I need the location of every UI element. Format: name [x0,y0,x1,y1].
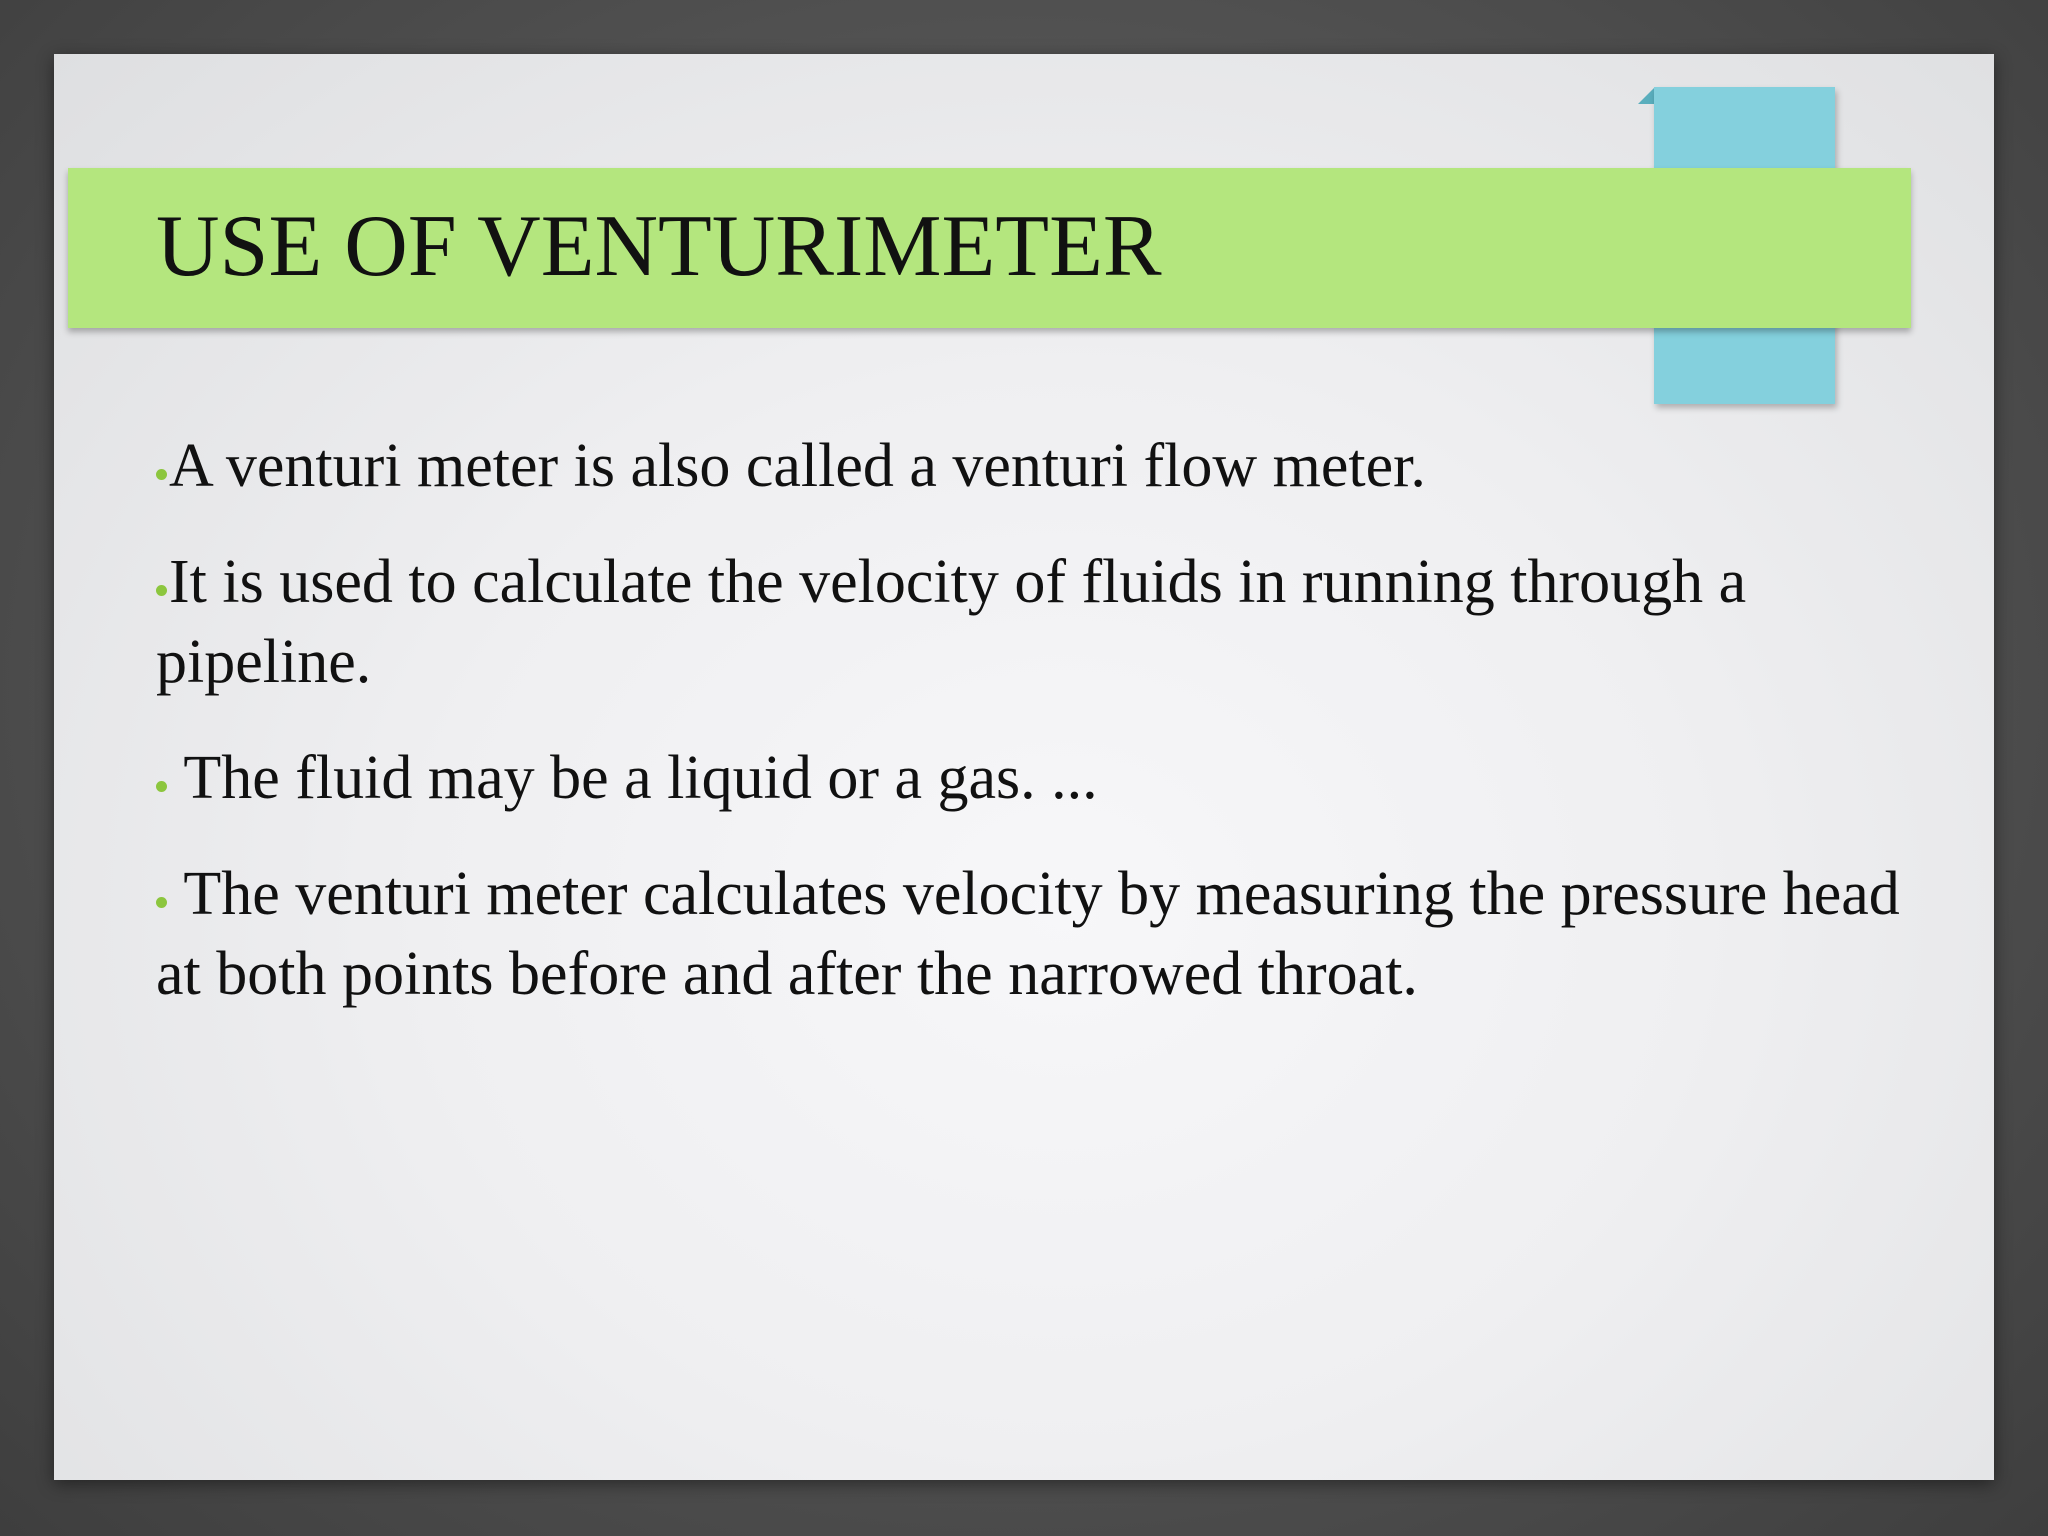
tab-fold-decoration [1638,87,1655,104]
list-item [156,542,1936,702]
slide-title: USE OF VENTURIMETER [156,198,1162,295]
list-item [156,854,1936,1014]
bullet-icon [156,897,167,908]
bullet-text: It is used to calculate the velocity of fluids in running through a pipeline. [156,548,1747,696]
bullet-list [156,426,1936,1050]
bullet-icon [156,781,167,792]
bullet-icon [156,585,167,596]
list-item [156,426,1936,506]
bullet-text: The venturi meter calculates velocity by measuring the pressure head at both points before and after the narrowed throat. [156,860,1916,1008]
bullet-icon [156,469,167,480]
bullet-text: A venturi meter is also called a venturi flow meter. [169,432,1426,500]
list-item [156,738,1936,818]
slide [54,54,1994,1480]
bullet-text: The fluid may be a liquid or a gas. ... [169,744,1098,812]
